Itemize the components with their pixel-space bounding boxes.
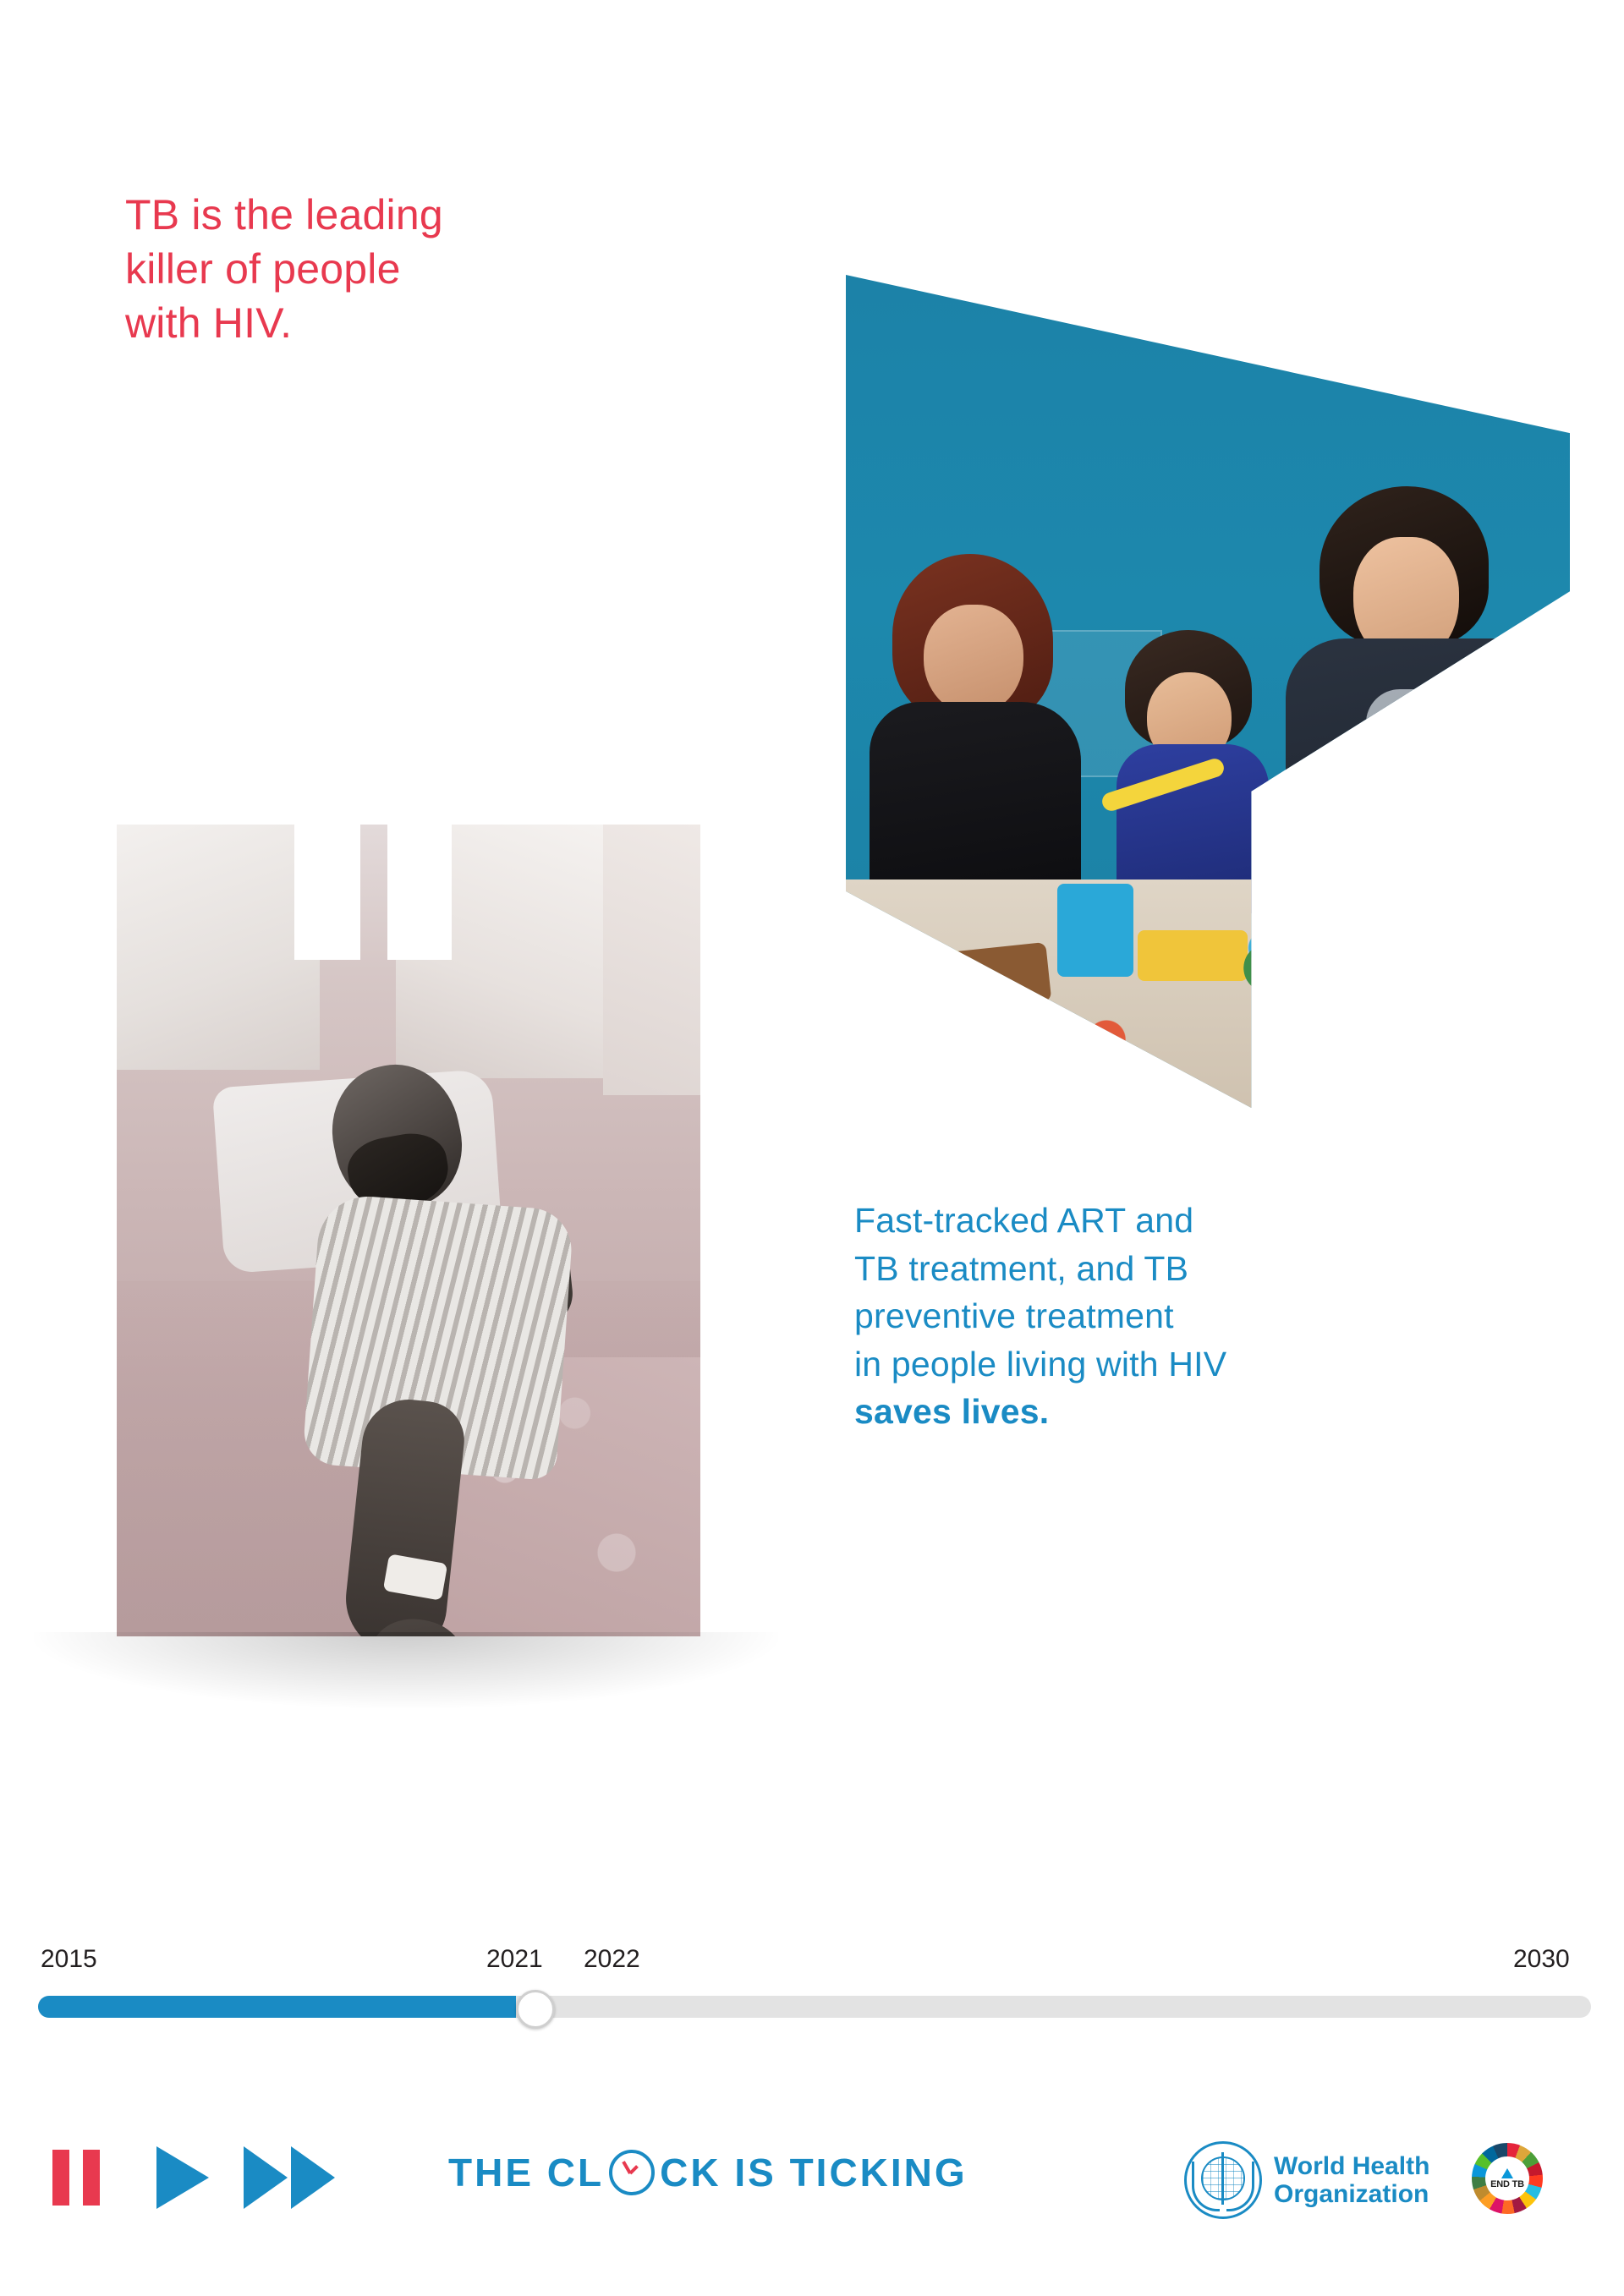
who-logo — [1184, 2141, 1429, 2219]
older-boy-torso — [1286, 638, 1565, 926]
toy-block-d — [1240, 934, 1339, 996]
timeline-progress-fill — [38, 1996, 516, 2018]
headline-line-3: with HIV. — [125, 299, 293, 347]
family-photo — [846, 275, 1570, 1108]
campaign-slogan — [448, 2150, 968, 2195]
body-copy-line-4: in people living with HIV — [854, 1344, 1227, 1384]
who-emblem-icon — [1184, 2141, 1262, 2219]
body-copy-line-2: TB treatment, and TB — [854, 1248, 1189, 1288]
photo-knockout-right — [387, 825, 452, 960]
photo-knockout-left — [294, 825, 360, 960]
timeline-slider-track[interactable] — [38, 1996, 1591, 2018]
family-photo-mask — [846, 275, 1570, 1108]
body-copy-line-5-emphasis: saves lives. — [854, 1392, 1050, 1432]
timeline-label-end: 2030 — [1513, 1945, 1570, 1973]
nurse-coat-left — [117, 825, 320, 1070]
timeline-slider-handle[interactable] — [516, 1990, 555, 2029]
craft-table — [846, 879, 1570, 1108]
headline-line-2: killer of people — [125, 245, 401, 293]
patient-figure — [261, 1036, 616, 1628]
toy-block-a — [945, 942, 1052, 1011]
timeline — [0, 1945, 1624, 2072]
timeline-labels — [0, 1945, 1624, 1979]
timeline-label-start: 2015 — [41, 1945, 97, 1973]
pause-bar-right — [83, 2150, 100, 2206]
clock-icon — [609, 2150, 655, 2195]
who-wordmark-line-2: Organization — [1274, 2180, 1429, 2208]
footer-bar — [0, 2114, 1624, 2275]
drop-shadow — [34, 1632, 778, 1708]
slogan-text-part-2: CK IS TICKING — [660, 2151, 968, 2195]
woman-torso — [870, 702, 1081, 896]
woman-face — [924, 605, 1023, 715]
body-copy — [854, 1197, 1497, 1436]
left-photo-composition — [117, 825, 700, 1636]
nurse-coat-right — [603, 825, 700, 1095]
fast-forward-triangle-2 — [291, 2146, 335, 2209]
end-tb-sdg-wheel-icon — [1472, 2143, 1543, 2214]
timeline-label-2022: 2022 — [584, 1945, 640, 1973]
body-copy-line-1: Fast-tracked ART and — [854, 1201, 1194, 1240]
who-wordmark — [1274, 2152, 1429, 2208]
pause-bar-left — [52, 2150, 69, 2206]
play-icon[interactable] — [156, 2146, 209, 2209]
toy-block-c — [1138, 930, 1248, 981]
headline-line-1: TB is the leading — [125, 191, 443, 238]
slogan-text-part-1: THE CL — [448, 2151, 605, 2195]
rod-of-asclepius-icon — [1221, 2152, 1224, 2205]
tshirt-print — [1366, 689, 1484, 816]
end-tb-core — [1485, 2156, 1529, 2200]
pause-icon[interactable] — [52, 2150, 100, 2206]
fast-forward-triangle-1 — [244, 2146, 288, 2209]
fast-forward-icon[interactable] — [244, 2146, 337, 2209]
who-wordmark-line-1: World Health — [1274, 2152, 1430, 2180]
sdg-figure-icon — [1501, 2168, 1513, 2178]
page-headline — [125, 188, 599, 350]
toy-block-b — [1057, 884, 1133, 977]
timeline-label-2021: 2021 — [486, 1945, 543, 1973]
body-copy-line-3: preventive treatment — [854, 1296, 1174, 1336]
end-tb-label: END TB — [1490, 2178, 1524, 2189]
patient-photo — [117, 825, 700, 1636]
